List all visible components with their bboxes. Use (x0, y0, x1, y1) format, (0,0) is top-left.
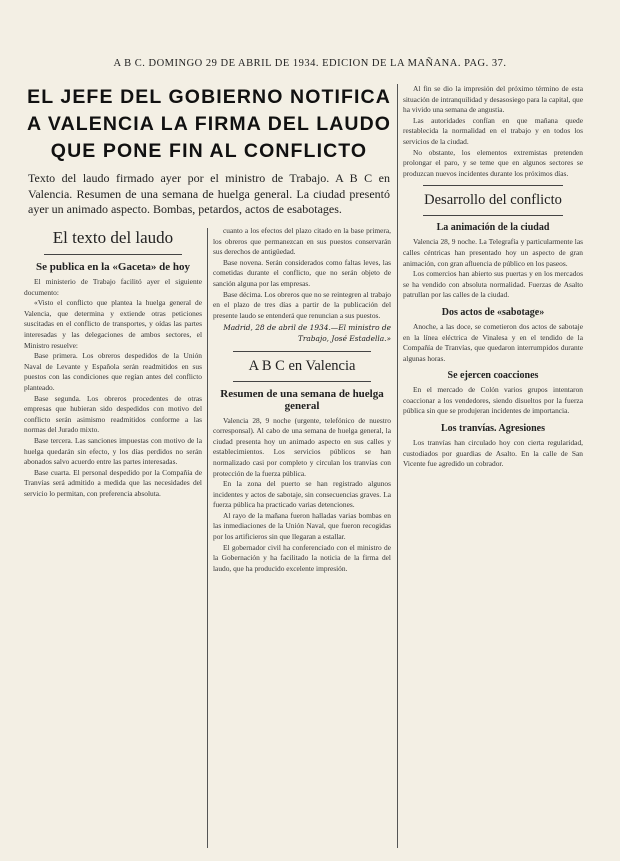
rule (233, 351, 371, 352)
paragraph: «Visto el conflicto que plantea la huelga general de Valencia, que determina y extiende otras peticiones suscitadas en el conflicto de transportes, y oídas las partes interesadas y las delegaciones de ambos sectores, el Ministro resuelve: (24, 298, 202, 350)
column-3 (403, 84, 583, 470)
column-divider (207, 228, 208, 848)
paragraph: Base novena. Serán considerados como faltas leves, las cometidas durante el conflicto, que no serán objeto de sanción alguna por las empresas. (213, 257, 391, 288)
rule (423, 185, 563, 186)
paragraph: Valencia 28, 9 noche. La Telegrafía y particularmente las calles céntricas han presentado hoy un aspecto de gran animación, con gran afluencia de público en los paseos. (403, 237, 583, 268)
subsection-coacciones: Se ejercen coacciones (447, 370, 539, 382)
rule (44, 254, 182, 255)
paragraph: El gobernador civil ha conferenciado con el ministro de la Gobernación y ha facilitado la noticia de la firma del laudo, que ha producido excelente impresión. (213, 542, 391, 573)
paragraph: Base segunda. Los obreros procedentes de otras empresas que hubieran sido despedidos con motivo del conflicto serán asimismo readmitidos conforme a las normas del Jurado mixto. (24, 393, 202, 435)
subsection-resumen: Resumen de una semana de huelga general (220, 387, 384, 412)
paragraph: Las autoridades confían en que mañana quede restablecida la normalidad en el trabajo y en todos los servicios de la ciudad. (403, 115, 583, 146)
paragraph: El ministerio de Trabajo facilitó ayer el siguiente documento: (24, 277, 202, 297)
rule (423, 215, 563, 216)
paragraph: En el mercado de Colón varios grupos intentaron coaccionar a los vendedores, siendo disueltos por la fuerza pública sin que se produjeran incidentes de importancia. (403, 385, 583, 416)
paragraph: Al fin se dio la impresión del próximo término de esta situación de intranquilidad y desasosiego para la capital, que ha vivido una semana de angustia. (403, 84, 583, 115)
column-1 (24, 226, 202, 499)
subsection-animacion: La animación de la ciudad (436, 222, 550, 234)
section-title-abc-valencia: A B C en Valencia (248, 357, 356, 374)
subsection-gaceta: Se publica en la «Gaceta» de hoy (35, 261, 190, 273)
rule (233, 381, 371, 382)
paragraph: Al rayo de la mañana fueron halladas varias bombas en las inmediaciones de la Unión Naval, que fueron recogidas por los artificieros sin que llegaran a estallar. (213, 510, 391, 542)
paragraph: cuanto a los efectos del plazo citado en la base primera, los obreros que permanezcan en sus puestos conservarán sus derechos de antigüedad. (213, 226, 391, 257)
dateline: Madrid, 28 de abril de 1934.—El ministro de Trabajo, José Estadella.» (223, 323, 391, 343)
paragraph: Base tercera. Las sanciones impuestas con motivo de la huelga quedarán sin efecto, y los días perdidos no serán abonados salvo acuerdo entre las partes interesadas. (24, 435, 202, 467)
section-title-laudo: El texto del laudo (52, 228, 174, 247)
subsection-sabotage: Dos actos de «sabotage» (441, 306, 545, 318)
paragraph: Valencia 28, 9 noche (urgente, telefónico de nuestro corresponsal). Al cabo de una semana de huelga general, la ciudad presenta hoy un animado aspecto en sus calles y establecimientos. Los servicios públicos se han normalizado casi por completo y circulan los tranvías con protección de la fuerza pública. (213, 415, 391, 478)
column-divider (397, 84, 398, 848)
paragraph: Base cuarta. El personal despedido por la Compañía de Tranvías será admitido a medida que las necesidades del servicio lo permitan, con preferencia absoluta. (24, 467, 202, 498)
paragraph: Base décima. Los obreros que no se reintegren al trabajo en el plazo de tres días a partir de la publicación del presente laudo se entenderá que renuncian a sus puestos. (213, 289, 391, 320)
paragraph: Anoche, a las doce, se cometieron dos actos de sabotaje en la línea eléctrica de Vinalesa y en el tendido de la Compañía de Tranvías, que quedaron interrumpidos durante algunas horas. (403, 321, 583, 363)
lead-story (24, 78, 394, 218)
column-2 (213, 226, 391, 574)
subhead: Texto del laudo firmado ayer por el ministro de Trabajo. A B C en Valencia. Resumen de una semana de huelga general. La ciudad presentó ayer un animado aspecto. Bombas, petardos, actos de esabotages. (28, 171, 390, 216)
paragraph: Base primera. Los obreros despedidos de la Unión Naval de Levante y Española serán readmitidos en sus puestos con las condiciones que regían antes del conflicto planteado. (24, 351, 202, 392)
section-title-desarrollo: Desarrollo del conflicto (424, 192, 562, 209)
paragraph: En la zona del puerto se han registrado algunos incidentes y actos de sabotaje, sin consecuencias graves. La fuerza pública ha practicado varias detenciones. (213, 479, 391, 510)
paragraph: Los tranvías han circulado hoy con cierta regularidad, custodiados por guardias de Asalto. En la calle de San Vicente fue agredido un cobrador. (403, 438, 583, 469)
headline: EL JEFE DEL GOBIERNO NOTIFICA A VALENCIA LA FIRMA DEL LAUDO QUE PONE FIN AL CONFLICTO (26, 86, 392, 162)
paragraph: No obstante, los elementos extremistas pretenden prolongar el paro, y se teme que en algunos sectores se produzcan nuevos incidentes durante los próximos días. (403, 147, 583, 178)
paragraph: Los comercios han abierto sus puertas y en los mercados se ha vendido con absoluta normalidad. Fuerzas de Asalto patrullan por las calles de la ciudad. (403, 269, 583, 300)
subsection-tranvias: Los tranvías. Agresiones (441, 423, 545, 435)
running-head: A B C. DOMINGO 29 DE ABRIL DE 1934. EDICION DE LA MAÑANA. PAG. 37. (113, 58, 507, 69)
